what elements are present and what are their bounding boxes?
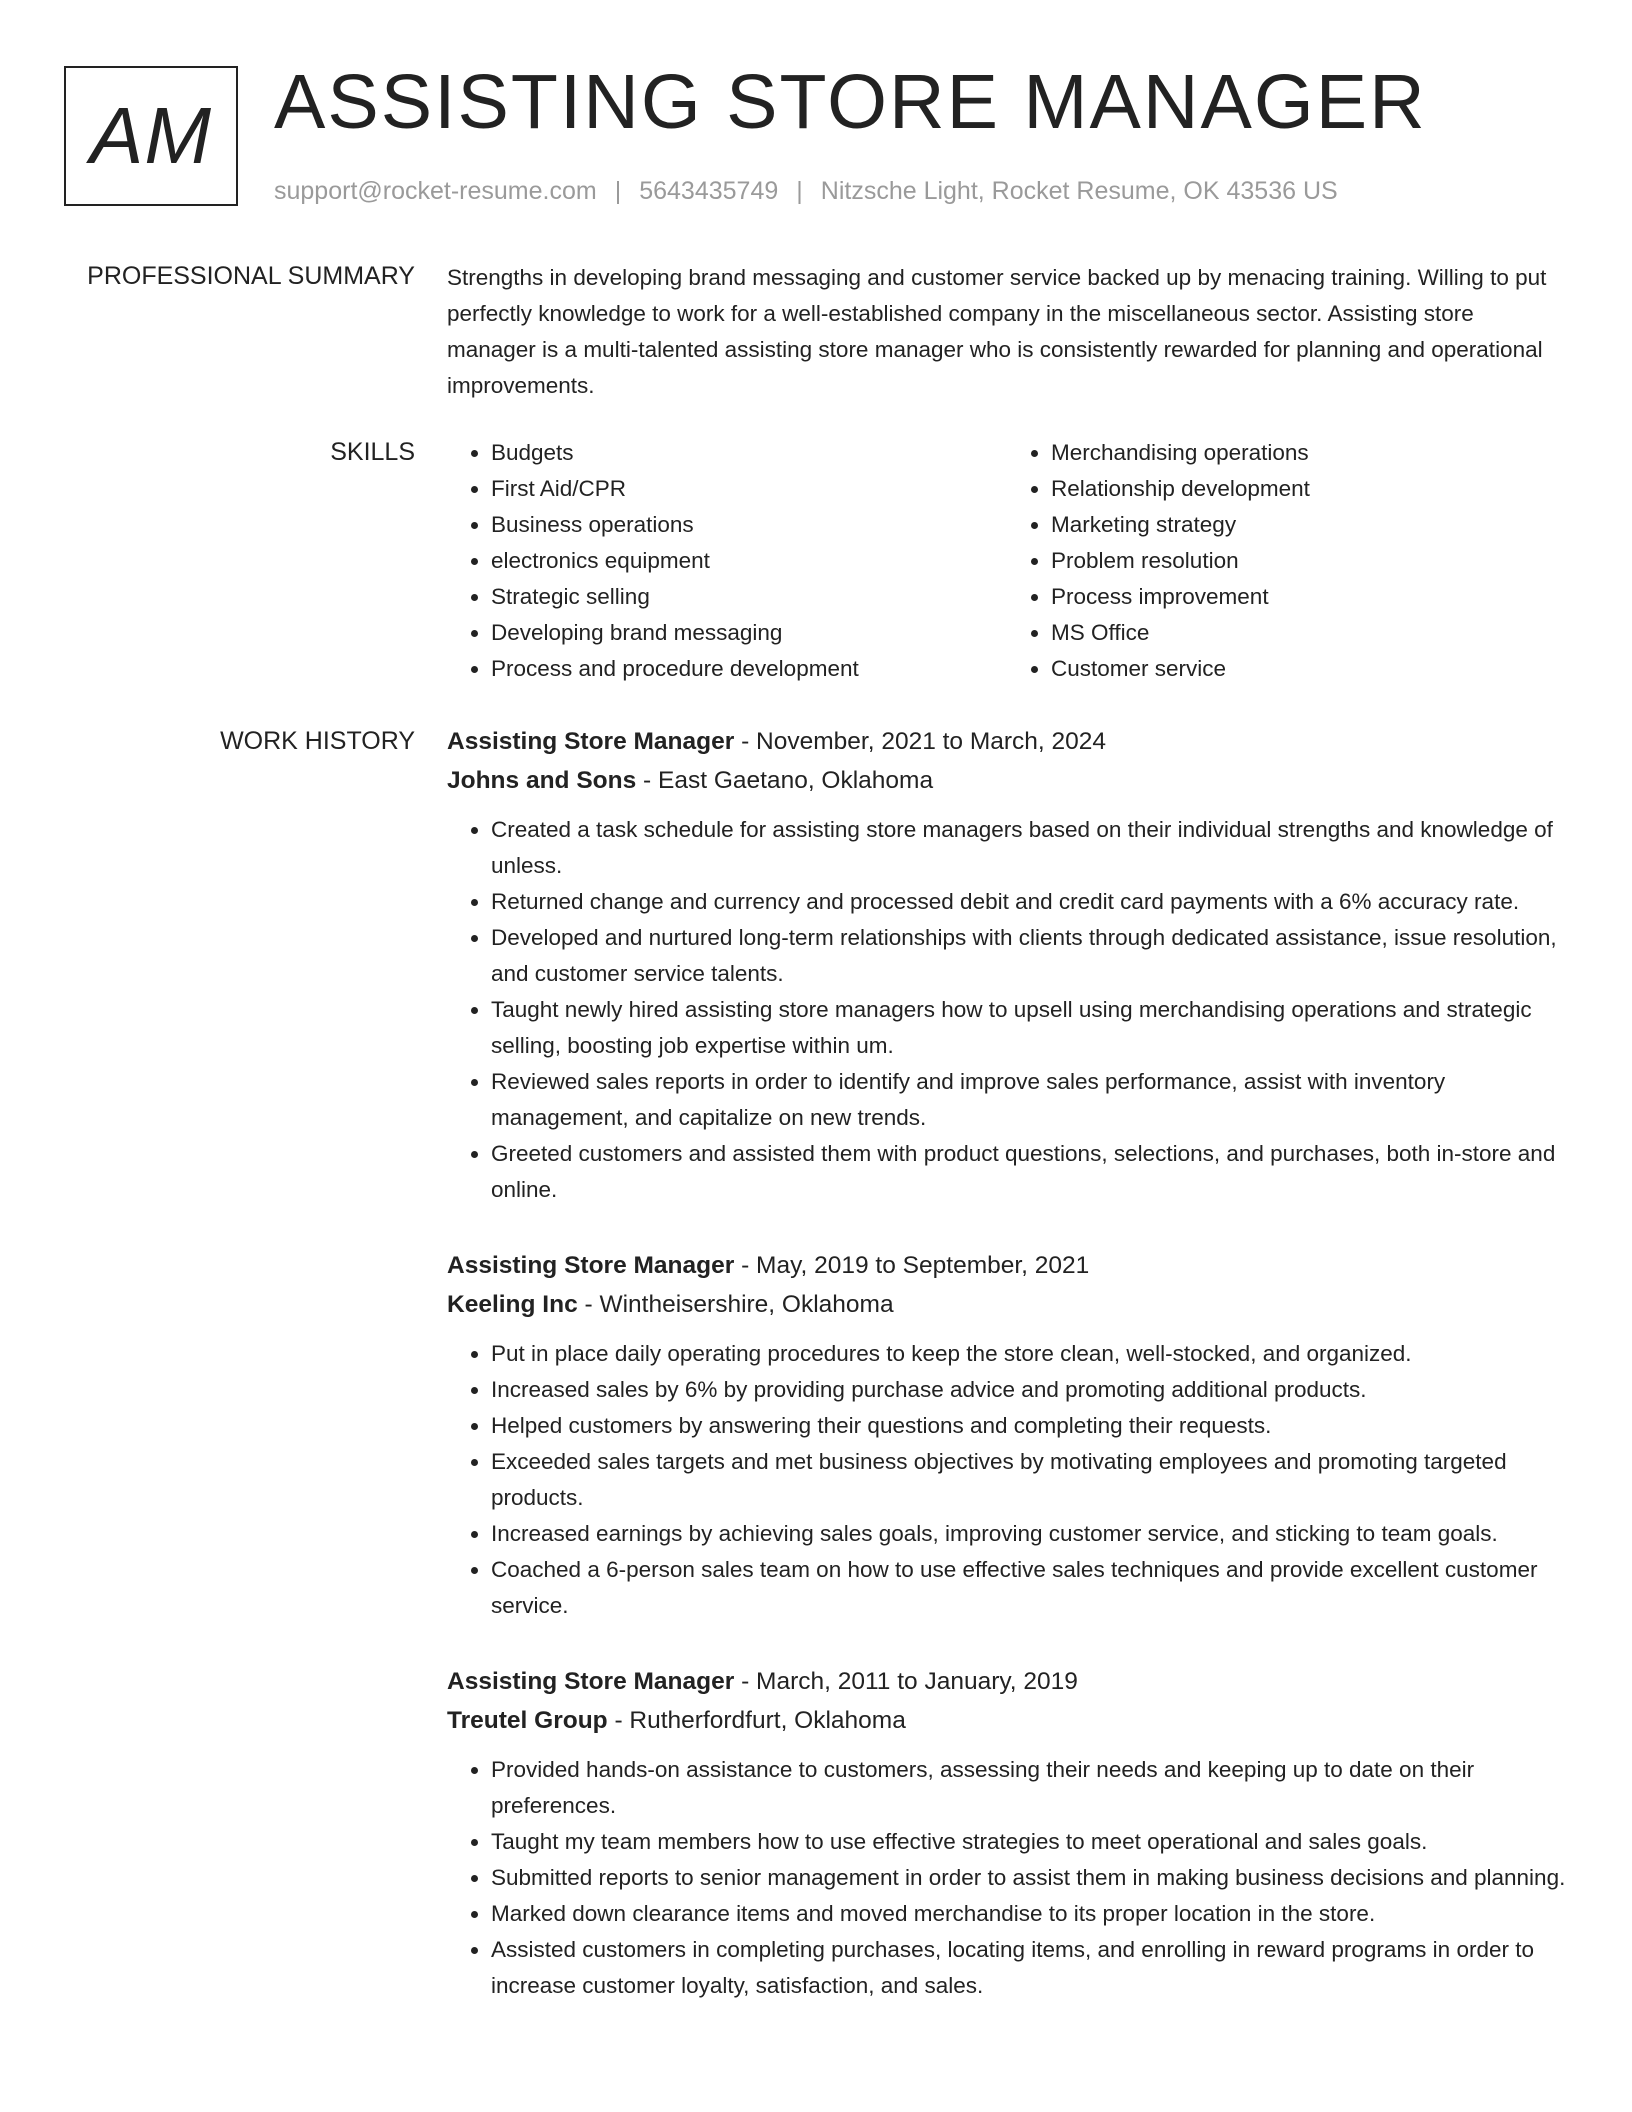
job-bullet: • Taught my team members how to use effective strategies to meet operational and sales goals.	[491, 1824, 1567, 1860]
job-bullet: • Reviewed sales reports in order to identify and improve sales performance, assist with inventory management, and capitalize on new trends.	[491, 1064, 1567, 1136]
contact-line	[274, 174, 1338, 208]
contact-address: Nitzsche Light, Rocket Resume, OK 43536 US	[820, 177, 1338, 205]
job-bullet: • Submitted reports to senior management in order to assist them in making business decisions and planning.	[491, 1860, 1567, 1896]
job-bullet: • Increased earnings by achieving sales goals, improving customer service, and sticking to team goals.	[491, 1516, 1567, 1552]
skill-item: • Relationship development	[1051, 471, 1567, 507]
skill-item: • Process and procedure development	[491, 651, 1007, 687]
contact-phone: 5643435749	[639, 177, 779, 205]
job-title-line	[447, 1246, 1567, 1285]
skill-item: • Business operations	[491, 507, 1007, 543]
skills-column-left	[447, 435, 1007, 687]
job-bullet: • Coached a 6-person sales team on how to use effective sales techniques and provide excellent customer service.	[491, 1552, 1567, 1624]
contact-email: support@rocket-resume.com	[274, 177, 597, 205]
job-role: Assisting Store Manager	[447, 1252, 735, 1279]
skill-item: • Problem resolution	[1051, 543, 1567, 579]
skills-list	[447, 435, 1567, 687]
job-bullet: • Developed and nurtured long-term relationships with clients through dedicated assistance, issue resolution, and customer service talents.	[491, 920, 1567, 992]
job-company-line	[447, 761, 1567, 800]
job-bullet: • Returned change and currency and processed debit and credit card payments with a 6% accuracy rate.	[491, 884, 1567, 920]
job-role: Assisting Store Manager	[447, 1668, 735, 1695]
skill-item: • Merchandising operations	[1051, 435, 1567, 471]
skill-item: • First Aid/CPR	[491, 471, 1007, 507]
job-dates: - May, 2019 to September, 2021	[734, 1252, 1090, 1279]
job-location: - Rutherfordfurt, Oklahoma	[607, 1707, 906, 1734]
job-company: Johns and Sons	[447, 767, 637, 794]
job-location: - East Gaetano, Oklahoma	[636, 767, 934, 794]
job-bullet: • Provided hands-on assistance to customers, assessing their needs and keeping up to date on their preferences.	[491, 1752, 1567, 1824]
job-bullets	[447, 1752, 1567, 2004]
job-bullet: • Greeted customers and assisted them with product questions, selections, and purchases, both in-store and online.	[491, 1136, 1567, 1208]
skill-item: • MS Office	[1051, 615, 1567, 651]
contact-separator: |	[614, 177, 622, 205]
job-bullet: • Marked down clearance items and moved merchandise to its proper location in the store.	[491, 1896, 1567, 1932]
resume-name: ASSISTING STORE MANAGER	[274, 59, 1427, 145]
job-bullets	[447, 812, 1567, 1208]
job-bullets	[447, 1336, 1567, 1624]
job-role: Assisting Store Manager	[447, 728, 735, 755]
job-company-line	[447, 1285, 1567, 1324]
contact-separator: |	[796, 177, 803, 205]
skill-item: • Budgets	[491, 435, 1007, 471]
skill-item: • Developing brand messaging	[491, 615, 1007, 651]
job-entry	[447, 1246, 1567, 1624]
job-bullet: • Increased sales by 6% by providing purchase advice and promoting additional products.	[491, 1372, 1567, 1408]
skills-column-right	[1007, 435, 1567, 687]
job-entry	[447, 722, 1567, 1208]
skill-item: • Marketing strategy	[1051, 507, 1567, 543]
job-bullet: • Helped customers by answering their questions and completing their requests.	[491, 1408, 1567, 1444]
job-entry	[447, 1662, 1567, 2004]
job-dates: - November, 2021 to March, 2024	[734, 728, 1107, 755]
work-jobs	[447, 722, 1567, 2004]
job-bullet: • Exceeded sales targets and met business objectives by motivating employees and promoting targeted products.	[491, 1444, 1567, 1516]
work-title: WORK HISTORY	[220, 727, 415, 755]
skill-item: • electronics equipment	[491, 543, 1007, 579]
job-location: - Wintheisershire, Oklahoma	[577, 1291, 894, 1318]
job-title-line	[447, 1662, 1567, 1701]
job-dates: - March, 2011 to January, 2019	[734, 1668, 1078, 1695]
job-company-line	[447, 1701, 1567, 1740]
job-company: Keeling Inc	[447, 1291, 578, 1318]
job-bullet: • Put in place daily operating procedures to keep the store clean, well-stocked, and organized.	[491, 1336, 1567, 1372]
job-bullet: • Assisted customers in completing purchases, locating items, and enrolling in reward programs in order to increase customer loyalty, satisfaction, and sales.	[491, 1932, 1567, 2004]
job-title-line	[447, 722, 1567, 761]
monogram-initials: AM	[64, 66, 238, 206]
job-bullet: • Created a task schedule for assisting store managers based on their individual strengths and knowledge of unless.	[491, 812, 1567, 884]
job-bullet: • Taught newly hired assisting store managers how to upsell using merchandising operations and strategic selling, boosting job expertise within um.	[491, 992, 1567, 1064]
skills-title: SKILLS	[330, 438, 415, 466]
summary-title: PROFESSIONAL SUMMARY	[87, 262, 415, 290]
skill-item: • Process improvement	[1051, 579, 1567, 615]
summary-text: Strengths in developing brand messaging and customer service backed up by menacing training. Willing to put perfectly knowledge to work for a well-established company in the miscellaneous sector. Assisting store manager is a multi-talented assisting store manager who is consistently rewarded for planning and operational improvements.	[447, 265, 1547, 398]
skill-item: • Strategic selling	[491, 579, 1007, 615]
job-company: Treutel Group	[447, 1707, 608, 1734]
skill-item: • Customer service	[1051, 651, 1567, 687]
